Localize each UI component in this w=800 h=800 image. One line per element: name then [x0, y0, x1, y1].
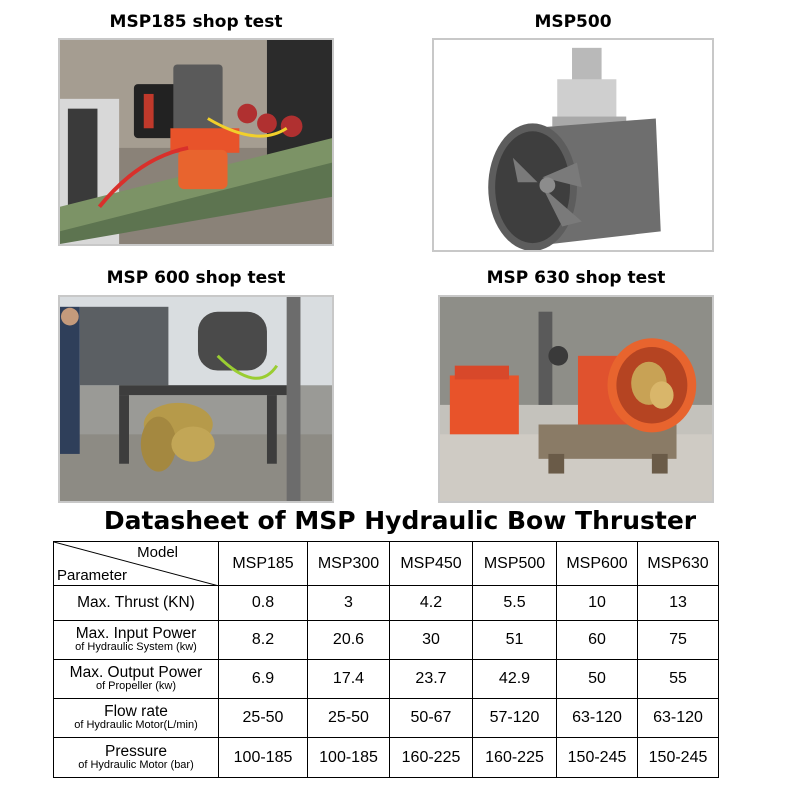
table-cell: 150-245	[638, 738, 719, 778]
table-cell: 50-67	[390, 699, 473, 738]
row-label: Flow rate of Hydraulic Motor(L/min)	[54, 699, 219, 738]
photo-msp600-shop-test	[58, 295, 334, 503]
datasheet-table	[53, 541, 719, 778]
corner-model-label: Model	[137, 544, 178, 561]
photo-msp500	[432, 38, 714, 252]
table-row-max-input-power	[54, 621, 719, 660]
table-cell: 30	[390, 621, 473, 660]
table-cell: 55	[638, 660, 719, 699]
corner-parameter-label: Parameter	[57, 567, 128, 584]
table-cell: 63-120	[557, 699, 638, 738]
row-label: Max. Thrust (KN)	[54, 586, 219, 621]
table-cell: 3	[308, 586, 390, 621]
table-cell: 8.2	[219, 621, 308, 660]
row-label: Pressure of Hydraulic Motor (bar)	[54, 738, 219, 778]
row-label: Max. Output Power of Propeller (kw)	[54, 660, 219, 699]
table-cell: 42.9	[473, 660, 557, 699]
model-header: MSP185	[219, 542, 308, 586]
caption-msp185: MSP185 shop test	[109, 12, 283, 32]
header-corner-cell	[54, 542, 219, 586]
table-cell: 6.9	[219, 660, 308, 699]
table-row-max-output-power	[54, 660, 719, 699]
table-row-flow-rate	[54, 699, 719, 738]
table-cell: 10	[557, 586, 638, 621]
table-cell: 25-50	[219, 699, 308, 738]
table-cell: 57-120	[473, 699, 557, 738]
photo-msp185-shop-test	[58, 38, 334, 246]
table-cell: 160-225	[473, 738, 557, 778]
caption-msp630: MSP 630 shop test	[486, 268, 666, 288]
datasheet-title: Datasheet of MSP Hydraulic Bow Thruster	[103, 506, 697, 535]
caption-msp600: MSP 600 shop test	[106, 268, 286, 288]
model-header: MSP450	[390, 542, 473, 586]
table-cell: 51	[473, 621, 557, 660]
table-cell: 63-120	[638, 699, 719, 738]
table-cell: 160-225	[390, 738, 473, 778]
table-cell: 100-185	[308, 738, 390, 778]
table-cell: 23.7	[390, 660, 473, 699]
photo-msp630-shop-test	[438, 295, 714, 503]
table-cell: 20.6	[308, 621, 390, 660]
table-cell: 17.4	[308, 660, 390, 699]
model-header: MSP600	[557, 542, 638, 586]
table-cell: 50	[557, 660, 638, 699]
header-row	[54, 542, 719, 586]
table-cell: 60	[557, 621, 638, 660]
row-label: Max. Input Power of Hydraulic System (kw)	[54, 621, 219, 660]
table-cell: 4.2	[390, 586, 473, 621]
table-cell: 25-50	[308, 699, 390, 738]
table-cell: 150-245	[557, 738, 638, 778]
table-cell: 5.5	[473, 586, 557, 621]
model-header: MSP300	[308, 542, 390, 586]
table-row-pressure	[54, 738, 719, 778]
table-cell: 75	[638, 621, 719, 660]
table-row-max-thrust	[54, 586, 719, 621]
table-cell: 0.8	[219, 586, 308, 621]
model-header: MSP630	[638, 542, 719, 586]
table-cell: 100-185	[219, 738, 308, 778]
model-header: MSP500	[473, 542, 557, 586]
caption-msp500: MSP500	[534, 12, 612, 32]
table-cell: 13	[638, 586, 719, 621]
